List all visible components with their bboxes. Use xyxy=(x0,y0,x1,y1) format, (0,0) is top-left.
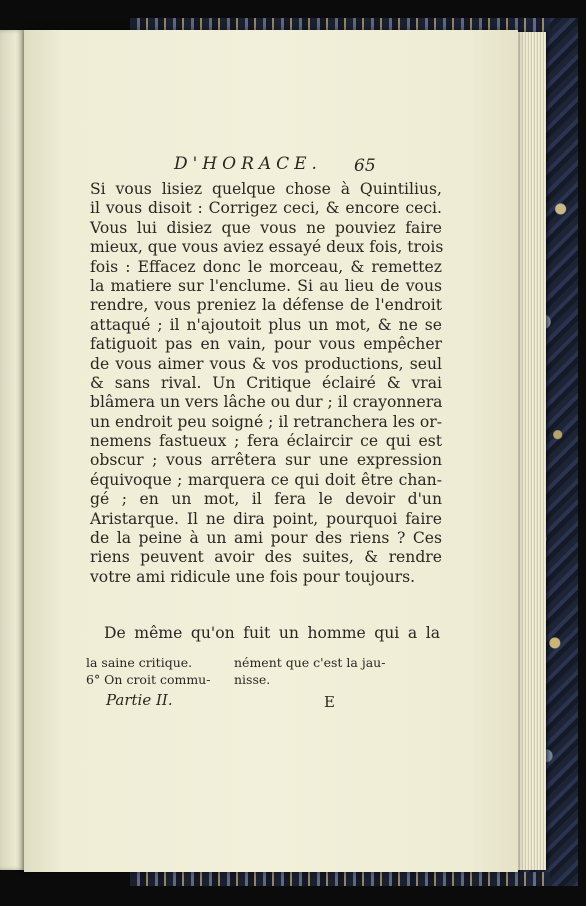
text-line: la matiere sur l'enclume. Si au lieu de vous xyxy=(90,276,442,295)
gathering-signature: E xyxy=(324,693,335,711)
text-line: gé ; en un mot, il fera le devoir d'un xyxy=(90,490,442,509)
footnote-line: 6° On croit commu- xyxy=(86,672,211,687)
text-line: fois : Effacez donc le morceau, & remettez xyxy=(90,257,442,276)
footnote-right-column xyxy=(234,654,385,688)
part-signature: Partie II. xyxy=(106,691,173,709)
text-line: Aristarque. Il ne dira point, pourquoi faire xyxy=(90,509,442,528)
text-line: votre ami ridicule une fois pour toujours. xyxy=(90,567,416,586)
page-number: 65 xyxy=(354,156,376,176)
text-line: Si vous lisiez quelque chose à Quintilius, xyxy=(90,180,442,198)
main-paragraph xyxy=(90,180,442,587)
running-head: D'HORACE. xyxy=(174,154,322,174)
text-line: de vous aimer vous & vos productions, seul xyxy=(90,354,442,373)
footnote-left-column xyxy=(86,654,210,688)
second-paragraph-start: De même qu'on fuit un homme qui a la xyxy=(104,624,440,642)
footnote-line: nément que c'est la jau- xyxy=(234,655,386,670)
footnote-line: nisse. xyxy=(234,672,271,687)
text-line: rendre, vous preniez la défense de l'endroit xyxy=(90,296,442,315)
previous-page-edge xyxy=(0,30,26,870)
text-line: blâmera un vers lâche ou dur ; il crayonnera xyxy=(90,393,443,412)
text-line: fatiguoit pas en vain, pour vous empêcher xyxy=(90,335,442,354)
text-line: & sans rival. Un Critique éclairé & vrai xyxy=(90,373,442,392)
text-line: nemens fastueux ; fera éclaircir ce qui est xyxy=(90,432,442,451)
text-line: Vous lui disiez que vous ne pouviez faire xyxy=(90,218,442,237)
text-line: il vous disoit : Corrigez ceci, & encore ceci. xyxy=(90,199,442,218)
text-line: attaqué ; il n'ajoutoit plus un mot, & ne se xyxy=(90,315,442,334)
marbled-edge-bottom xyxy=(130,872,550,886)
text-line: riens peuvent avoir des suites, & rendre xyxy=(90,548,442,567)
text-line: mieux, que vous aviez essayé deux fois, trois xyxy=(90,238,444,257)
footnote-line: la saine critique. xyxy=(86,655,193,670)
text-line: obscur ; vous arrêtera sur une expression xyxy=(90,451,442,470)
text-line: un endroit peu soigné ; il retranchera les or- xyxy=(90,412,443,431)
text-line: équivoque ; marquera ce qui doit être chan- xyxy=(90,470,442,489)
book-page xyxy=(24,30,518,872)
text-line: de la peine à un ami pour des riens ? Ces xyxy=(90,529,442,548)
